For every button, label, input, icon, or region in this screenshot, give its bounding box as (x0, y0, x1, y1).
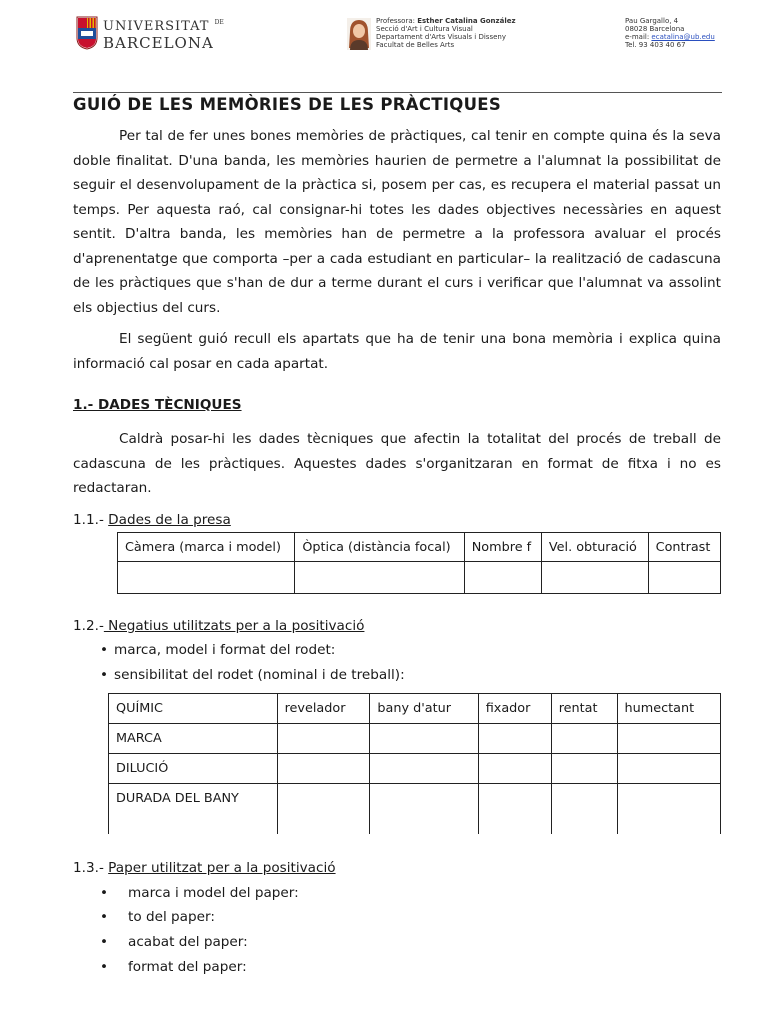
address-line1: Pau Gargallo, 4 (625, 17, 679, 25)
professor-photo (347, 18, 371, 50)
table-cell[interactable] (551, 784, 617, 835)
table-cell[interactable] (370, 724, 478, 754)
section-1-paragraph: Caldrà posar-hi les dades tècniques que afectin la totalitat del procés de treball de cadascuna de les pràctiques. Aquestes dades s'organitzaran en format de fitxa i no es redactaran. (73, 431, 721, 496)
row-label: DURADA DEL BANY (109, 784, 278, 835)
university-crest-icon (76, 16, 98, 50)
table-row (109, 754, 721, 784)
list-item: • to del paper: (100, 909, 215, 925)
section-1-heading: 1.- DADES TÈCNIQUES (73, 397, 242, 413)
table-cell[interactable] (617, 784, 720, 835)
subsection-1-2-heading: 1.2.- Negatius utilitzats per a la positivació (73, 618, 365, 634)
table-cell[interactable] (118, 562, 295, 594)
row-label: MARCA (109, 724, 278, 754)
section-line: Secció d'Art i Cultura Visual (376, 25, 473, 33)
table-cell[interactable] (277, 784, 370, 835)
table-row (118, 562, 721, 594)
intro-paragraph-1: Per tal de fer unes bones memòries de pràctiques, cal tenir en compte quina és la seva doble finalitat. D'una banda, les memòries haurien de permetre a l'alumnat la possibilitat de seguir el desenvolupament de la pràctica si, posem per cas, es recupera el material passat un temps. Per aquesta raó, cal consignar-hi totes les dades objectives necessàries en aquest sentit. D'altra banda, les memòries han de permetre a la professora avaluar el procés d'aprenentatge que comporta –per a cada estudiant en particular– la realització de cadascuna de les pràctiques que s'han de dur a terme durant el curs i verificar que l'alumnat va assolint els objectius del curs. (73, 128, 721, 316)
faculty-line: Facultat de Belles Arts (376, 41, 455, 49)
header-divider (73, 92, 722, 93)
list-item: • sensibilitat del rodet (nominal i de treball): (100, 665, 405, 685)
table-header-cell: humectant (617, 694, 720, 724)
table-cell[interactable] (277, 724, 370, 754)
table-cell[interactable] (617, 754, 720, 784)
professor-line: Professora: Esther Catalina González (376, 17, 516, 25)
document-body (73, 94, 721, 975)
table-header-cell: Nombre f (464, 533, 541, 562)
table-cell[interactable] (551, 754, 617, 784)
table-header-cell: QUÍMIC (109, 694, 278, 724)
table-cell[interactable] (478, 784, 551, 835)
table-cell[interactable] (370, 754, 478, 784)
subsection-1-1-heading: 1.1.- Dades de la presa (73, 511, 231, 528)
table-cell[interactable] (617, 724, 720, 754)
contact-info (625, 17, 715, 49)
list-item: • marca i model del paper: (100, 885, 299, 901)
table-header-cell: Contrast (648, 533, 720, 562)
table-row (109, 724, 721, 754)
table-header-cell: fixador (478, 694, 551, 724)
department-line: Departament d'Arts Visuals i Disseny (376, 33, 506, 41)
university-logo (76, 16, 226, 54)
phone-line: Tel. 93 403 40 67 (625, 41, 686, 49)
table-row (109, 784, 721, 835)
table-cell[interactable] (648, 562, 720, 594)
list-item: • acabat del paper: (100, 934, 248, 950)
professor-info (376, 17, 516, 49)
row-label: DILUCIÓ (109, 754, 278, 784)
table-cell[interactable] (277, 754, 370, 784)
list-item: • format del paper: (100, 959, 247, 975)
email-line: e-mail: ecatalina@ub.edu (625, 33, 715, 41)
table-header-row (118, 533, 721, 562)
address-line2: 08028 Barcelona (625, 25, 685, 33)
table-cell[interactable] (370, 784, 478, 835)
subsection-1-3-heading: 1.3.- Paper utilitzat per a la positivació (73, 860, 336, 876)
university-name-line2: BARCELONA (103, 34, 214, 52)
page-header (0, 0, 768, 70)
table-cell[interactable] (295, 562, 464, 594)
shot-data-table (117, 532, 721, 594)
intro-paragraph-2: El següent guió recull els apartats que ha de tenir una bona memòria i explica quina informació cal posar en cada apartat. (73, 331, 721, 372)
email-link[interactable]: ecatalina@ub.edu (651, 33, 715, 41)
table-header-cell: Càmera (marca i model) (118, 533, 295, 562)
table-cell[interactable] (478, 724, 551, 754)
table-header-cell: revelador (277, 694, 370, 724)
table-cell[interactable] (464, 562, 541, 594)
table-cell[interactable] (541, 562, 648, 594)
table-header-cell: bany d'atur (370, 694, 478, 724)
chemicals-table (108, 693, 721, 834)
table-header-cell: rentat (551, 694, 617, 724)
table-cell[interactable] (551, 724, 617, 754)
table-header-cell: Vel. obturació (541, 533, 648, 562)
university-name-line1: UNIVERSITAT $^{DE}$ (103, 19, 224, 34)
page-title: GUIÓ DE LES MEMÒRIES DE LES PRÀCTIQUES (73, 95, 502, 114)
table-header-row (109, 694, 721, 724)
list-item: • marca, model i format del rodet: (100, 640, 335, 660)
table-header-cell: Òptica (distància focal) (295, 533, 464, 562)
table-cell[interactable] (478, 754, 551, 784)
